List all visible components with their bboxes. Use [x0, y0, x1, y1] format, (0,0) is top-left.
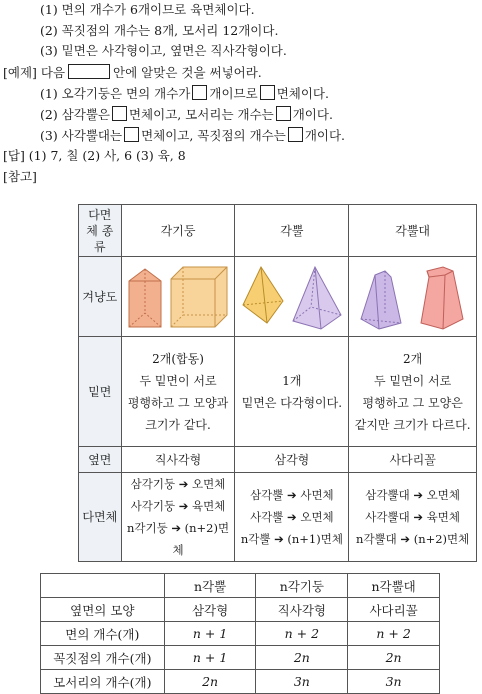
row-label-base: 밑면: [79, 337, 122, 447]
frustum-base-desc: 2개 두 밑면이 서로 평행하고 그 모양은 같지만 크기가 다르다.: [349, 337, 477, 447]
header-prism: 각기둥: [121, 205, 235, 257]
table-row: [79, 257, 477, 337]
frustum-sketch: [349, 257, 477, 337]
summary-header-pyramid: n각뿔: [164, 574, 256, 598]
prism-base-desc: 2개(합동) 두 밑면이 서로 평행하고 그 모양과 크기가 같다.: [121, 337, 235, 447]
triangular-frustum: [361, 271, 401, 329]
example-tag: [예제]: [3, 65, 37, 80]
summary-table: [40, 573, 440, 694]
reference-tag: [참고]: [3, 169, 37, 184]
header-frustum: 각뿔대: [349, 205, 477, 257]
pyramid-side: 삼각형: [235, 447, 349, 473]
pyramid-base-desc: 1개 밑면은 다각형이다.: [235, 337, 349, 447]
pyramid-polyhedron-list: 삼각뿔 ➔ 사면체 사각뿔 ➔ 오면체 n각뿔 ➔ (n+1)면체: [235, 473, 349, 562]
table-row: [79, 473, 477, 562]
frustum-polyhedron-list: 삼각뿔대 ➔ 오면체 사각뿔대 ➔ 육면체 n각뿔대 ➔ (n+2)면체: [349, 473, 477, 562]
answer-line: [답] (1) 7, 칠 (2) 사, 6 (3) 육, 8: [3, 148, 186, 163]
example-instruction: [예제] 다음 안에 알맞은 것을 써넣어라.: [3, 65, 262, 80]
frustum-shapes-illustration: [353, 261, 473, 333]
example-question-1: (1) 오각기둥은 면의 개수가 개이므로 면체이다.: [40, 86, 329, 101]
prism-side: 직사각형: [121, 447, 235, 473]
blank-box: [288, 127, 303, 142]
row-label-side: 옆면: [79, 447, 122, 473]
blank-box: [260, 85, 275, 100]
summary-header-frustum: n각뿔대: [348, 574, 440, 598]
table-row: 옆면의 모양 삼각형 직사각형 사다리꼴: [41, 598, 440, 622]
pyramid-sketch: [235, 257, 349, 337]
square-frustum: [421, 267, 463, 329]
table-row: [79, 337, 477, 447]
table-row: 모서리의 개수(개) 2n 3n 3n: [41, 670, 440, 694]
header-pyramid: 각뿔: [235, 205, 349, 257]
table-row: [79, 205, 477, 257]
blank-box: [276, 106, 291, 121]
table-row: [79, 447, 477, 473]
blank-box: [124, 127, 139, 142]
row-label-polyhedron: 다면체: [79, 473, 122, 562]
example-question-2: (2) 삼각뿔은 면체이고, 모서리는 개수는 개이다.: [40, 107, 333, 122]
pyramid-shapes-illustration: [237, 261, 347, 333]
table-row: 꼭짓점의 개수(개) n + 1 2n 2n: [41, 646, 440, 670]
summary-header-empty: [41, 574, 165, 598]
prism-shapes-illustration: [123, 261, 233, 333]
frustum-side: 사다리꼴: [349, 447, 477, 473]
prism-polyhedron-list: 삼각기둥 ➔ 오면체 사각기둥 ➔ 육면체 n각기둥 ➔ (n+2)면체: [121, 473, 235, 562]
blank-box: [112, 106, 127, 121]
table-row: [41, 574, 440, 598]
prism-sketch: [121, 257, 235, 337]
table-row: 면의 개수(개) n + 1 n + 2 n + 2: [41, 622, 440, 646]
solution-line-3: (3) 밑면은 사각형이고, 옆면은 직사각형이다.: [40, 43, 287, 58]
summary-header-prism: n각기둥: [256, 574, 348, 598]
polyhedron-comparison-table: [78, 204, 477, 562]
solution-line-1: (1) 면의 개수가 6개이므로 육면체이다.: [40, 2, 255, 17]
row-label-sketch: 겨냥도: [79, 257, 122, 337]
solution-line-2: (2) 꼭짓점의 개수는 8개, 모서리 12개이다.: [40, 23, 279, 38]
blank-box: [68, 64, 110, 79]
example-question-3: (3) 사각뿔대는 면체이고, 꼭짓점의 개수는 개이다.: [40, 128, 346, 143]
header-polyhedron-type: 다면체 종류: [79, 205, 122, 257]
square-pyramid: [293, 267, 341, 329]
triangular-pyramid: [243, 267, 283, 323]
blank-box: [192, 85, 207, 100]
